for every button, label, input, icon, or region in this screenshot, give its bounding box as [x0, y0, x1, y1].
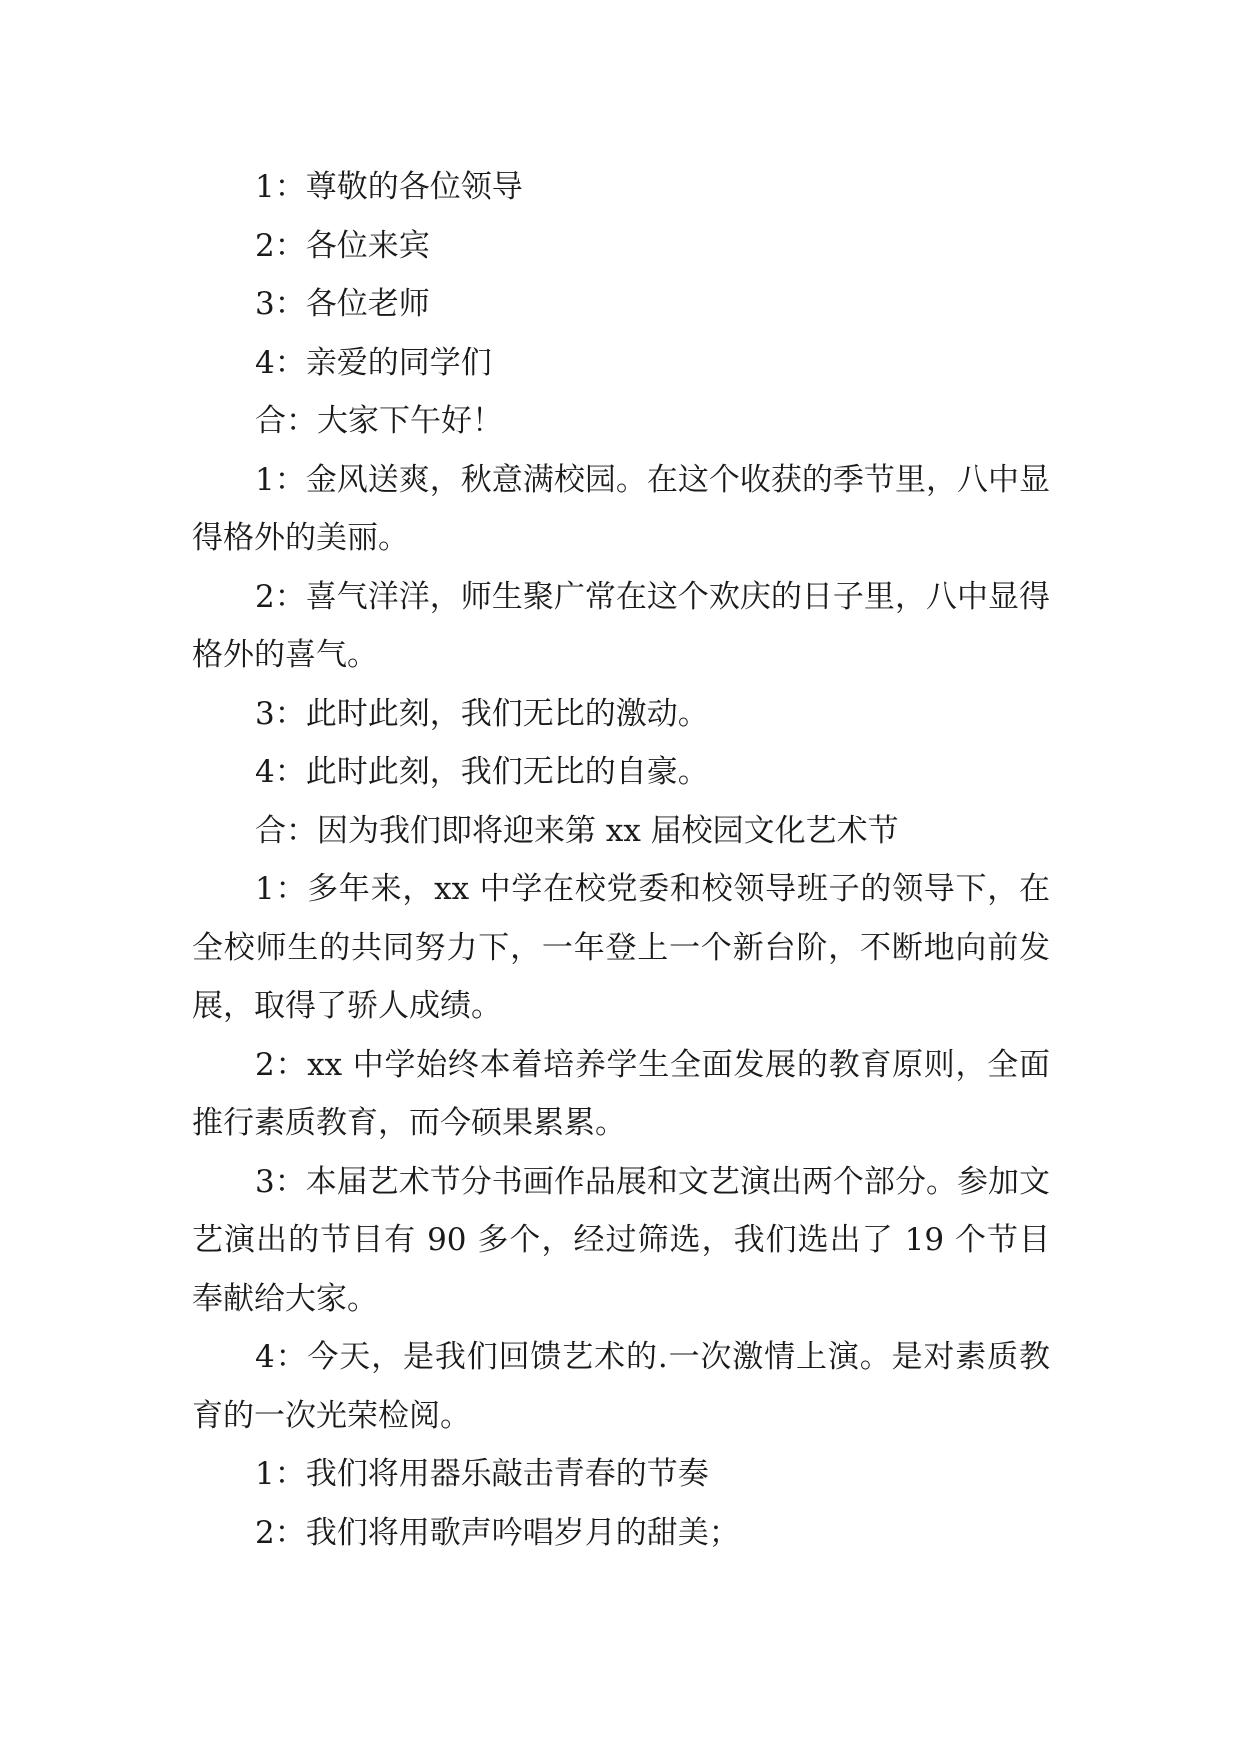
paragraph: 合：大家下午好！ — [255, 403, 503, 439]
paragraph: 1：尊敬的各位领导 — [255, 169, 523, 205]
paragraph: 4：此时此刻，我们无比的自豪。 — [255, 754, 709, 790]
paragraph: 4：亲爱的同学们 — [255, 344, 492, 381]
paragraph: 3：各位老师 — [255, 286, 430, 322]
document-body — [192, 158, 1050, 1562]
paragraph: 3：此时此刻，我们无比的激动。 — [255, 695, 709, 732]
paragraph: 2：各位来宾 — [255, 227, 430, 264]
paragraph: 合：因为我们即将迎来第 xx 届校园文化艺术节 — [255, 812, 899, 849]
paragraph: 4：今天，是我们回馈艺术的.一次激情上演。是对素质教育的一次光荣检阅。 — [192, 1339, 1050, 1434]
paragraph: 2：喜气洋洋，师生聚广常在这个欢庆的日子里，八中显得格外的喜气。 — [192, 578, 1050, 673]
paragraph: 3：本届艺术节分书画作品展和文艺演出两个部分。参加文艺演出的节目有 90 多个，经过筛选，我们选出了 19 个节目奉献给大家。 — [192, 1163, 1050, 1317]
paragraph: 2：我们将用歌声吟唱岁月的甜美； — [255, 1514, 740, 1551]
paragraph: 1：多年来，xx 中学在校党委和校领导班子的领导下，在全校师生的共同努力下，一年登上一个新台阶，不断地向前发展，取得了骄人成绩。 — [192, 871, 1050, 1024]
paragraph: 1：我们将用器乐敲击青春的节奏 — [255, 1456, 709, 1492]
paragraph: 2：xx 中学始终本着培养学生全面发展的教育原则，全面推行素质教育，而今硕果累累。 — [192, 1046, 1050, 1141]
paragraph: 1：金风送爽，秋意满校园。在这个收获的季节里，八中显得格外的美丽。 — [192, 461, 1050, 556]
